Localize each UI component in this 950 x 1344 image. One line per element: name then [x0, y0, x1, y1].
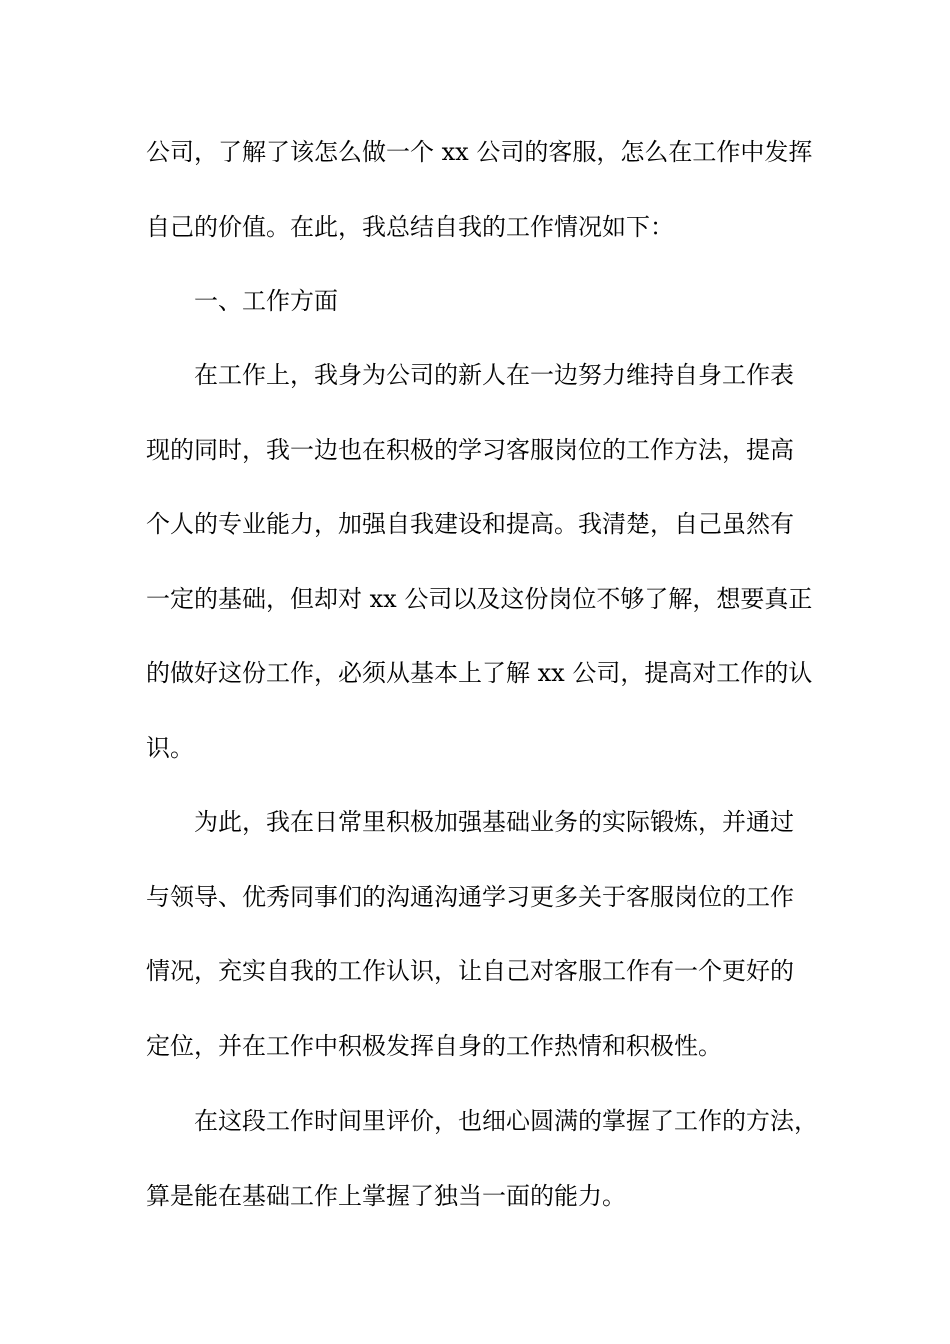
text-line: 情况，充实自我的工作认识，让自己对客服工作有一个更好的	[146, 957, 794, 985]
text-line: 一定的基础，但却对 xx 公司以及这份岗位不够了解，想要真正	[146, 584, 813, 613]
text-line: 与领导、优秀同事们的沟通沟通学习更多关于客服岗位的工作	[146, 882, 794, 911]
text-line: 为此，我在日常里积极加强基础业务的实际锻炼，并通过	[194, 808, 794, 836]
text-line: 定位，并在工作中积极发挥自身的工作热情和积极性。	[146, 1031, 722, 1060]
text-line: 识。	[146, 733, 194, 762]
section-heading	[146, 264, 808, 339]
paragraph-intro	[146, 115, 813, 264]
paragraph-work	[146, 338, 813, 785]
text-line: 算是能在基础工作上掌握了独当一面的能力。	[146, 1181, 626, 1210]
text-line: 现的同时，我一边也在积极的学习客服岗位的工作方法，提高	[146, 435, 794, 464]
heading-line: 一、工作方面	[194, 287, 338, 315]
text-line: 在这段工作时间里评价，也细心圆满的掌握了工作的方法，	[194, 1107, 818, 1135]
paragraph-training	[146, 785, 808, 1083]
text-line: 的做好这份工作，必须从基本上了解 xx 公司，提高对工作的认	[146, 659, 813, 687]
text-line: 公司，了解了该怎么做一个 xx 公司的客服，怎么在工作中发挥	[146, 138, 813, 166]
paragraph-summary	[146, 1084, 818, 1233]
text-line: 自己的价值。在此，我总结自我的工作情况如下：	[146, 212, 674, 241]
text-line: 个人的专业能力，加强自我建设和提高。我清楚，自己虽然有	[146, 510, 794, 538]
text-line: 在工作上，我身为公司的新人在一边努力维持自身工作表	[194, 361, 794, 389]
